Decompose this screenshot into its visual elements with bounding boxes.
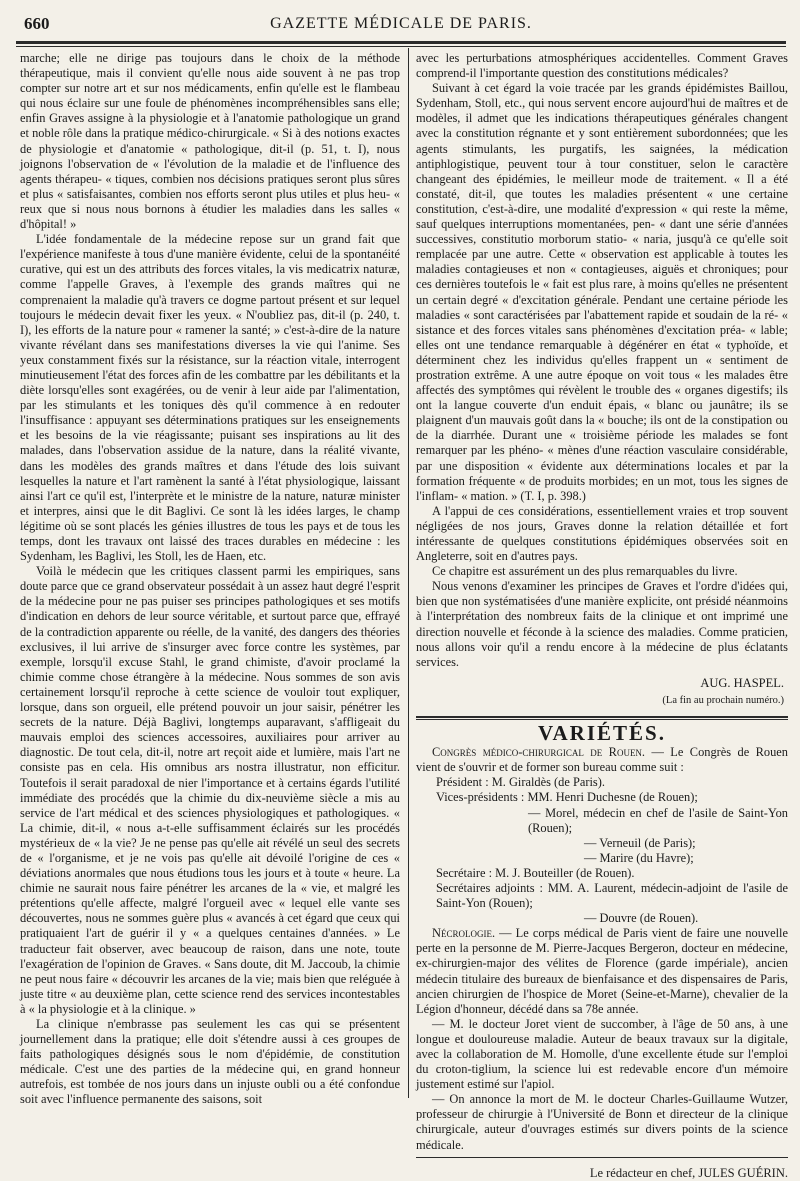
header-rule-thin [16,46,786,47]
right-paragraph: A l'appui de ces considérations, essentiellement vraies et trop souvent négligées de nos jours, Graves donne la relation détaillée et fort intéressante de quelques constitutions épidémiques observées soit en Angleterre, soit en d'autres pays. [416,503,788,564]
editor-line: Le rédacteur en chef, JULES GUÉRIN. [589,1165,788,1180]
congres-text: — Le Congrès de Rouen vient de s'ouvrir et de former son bureau comme suit : [416,745,788,775]
right-paragraph: Suivant à cet égard la voie tracée par les grands épidémistes Baillou, Sydenham, Stoll, etc., qui nous servent encore aujourd'hui de maîtres et de modèles, il admet que les indications thérapeutiques générales changent avec la constitution régnante et y sont entièrement subordonnées; que les agents stimulants, les purgatifs, les saignées, la médication antiphlogistique, peuvent tour à tour constituer, selon le caractère changeant des épidémies, le meilleur mode de traitement. « Il a été constaté, dit-il, que toutes les maladies présentent « une certaine constitution, c'est-à-dire, une modalité d'expression « qui reste la même, sauf quelques interruptions momentanées, pen- « dant une série d'années successives, constitutio morborum statio- « naria, jusqu'à ce qu'elle soit remplacée par une autre. Cette « observation est applicable à toutes les maladies contagieuses et non « contagieuses, aiguës et chroniques; pour ces dernières toutefois le « fait est plus rare, à moins qu'elles ne présentent un certain degré « d'excitation générale. Pendant une certaine période les maladies « sont caractérisées par l'abattement rapide et soudain de la ré- « sistance et des forces vitales sans phénomènes d'excitation préa- « lable; elles ont une tendance remarquable à dégénérer en état « typhoïde, et déterminent chez les individus qu'elles frappent un « sentiment de prostration extrême. A une autre époque on voit tous « les malades être affectés des symptômes qui révèlent le trouble des « organes digestifs; ils ont la langue couverte d'un enduit épais, « blanc ou jaunâtre; ils se plaignent d'un mauvais goût dans la « bouche; ils ont de la constipation ou de la diarrhée. Durant une « troisième période les malades se font remarquer par les phéno- « mènes d'une réaction vasculaire considérable, par une disposition « évidente aux déterminations locales et par la formation fréquente « de produits morbides; en un mot, tous les signes de l'inflam- « mation. » (T. I, p. 398.) [416,81,788,503]
right-paragraph: Nous venons d'examiner les principes de Graves et l'ordre d'idées qui, bien que non systématisées d'une manière explicite, ont présidé néanmoins à l'interprétation des nombreux faits de la clinique et ont imprimé une direction nouvelle et féconde à la science des maladies. Comme praticien, nous allons voir qu'il a rendu encore à la médecine de plus éclatants services. [416,579,788,669]
necrologie-text: — Le corps médical de Paris vient de faire une nouvelle perte en la personne de M. Pierre-Jacques Bergeron, docteur en médecine, ex-chirurgien-major des vélites de Florence (garde impériale), ancien médecin titulaire des bureaux de bienfaisance et des dispensaires de Paris, ancien chirurgien de l'hospice de Moret (Seine-et-Marne), chevalier de la Légion d'honneur, décédé dans sa 78e année. [416,926,789,1016]
section-rule-thin [416,719,788,720]
left-paragraph: L'idée fondamentale de la médecine repose sur un grand fait que l'expérience manifeste à tous d'une manière évidente, celui de la spontanéité curative, qui est un des attributs des forces vitales, la vis medicatrix naturæ, comme l'appelle Graves, à l'exemple des grands maîtres qui ne comprenaient la maladie qu'à travers ce dogme partout présent et sur lequel toujours le médecin devait fixer les yeux. « N'oubliez pas, dit-il (p. 240, t. I), les efforts de la nature pour « ramener la santé; » c'est-à-dire de la nature vivante révélant dans ses manifestations diverses la vie qui l'anime. Ses yeux constamment fixés sur la résistance, sur la réaction vitale, interrogent minutieusement l'état des forces afin de les combattre par les débilitants et la diète lorsqu'elles sont exagérées, ou de venir à leur aide par l'alimentation, par les stimulants et les toniques dès qu'il commence à en redouter l'insuffisance : appuyant ses déterminations pratiques sur les enseignements et les besoins de la vie réagissante; puisant ses inspirations au lit des malades, dans l'observation assidue de la nature, dans la réalité vivante, dans les modèles des grands maîtres et dans l'étude des lois suivant lesquelles la nature et l'art ramènent la santé à l'état physiologique, laissant ainsi l'art ce qu'il est, l'interprète et le ministre de la nature, naturæ minister et interpres, ainsi que le dit Baglivi. Ce sont là les idées larges, le champ légitime où se sont placés les génies illustres de tous les pays et de tous les temps, dont les travaux ont laissé des traces durables en médecine : les Sydenham, les Baglivi, les Stoll, les de Haen, etc. [20,232,401,564]
bureau-line: Secrétaires adjoints : MM. A. Laurent, médecin-adjoint de l'asile de Saint-Yon (Rouen); [436,880,788,911]
varietes-heading: VARIÉTÉS. [538,721,666,746]
page-header [16,14,786,40]
bureau-line: — Marire (du Havre); [584,850,694,865]
bureau-line: Président : M. Giraldès (de Paris). [436,775,605,790]
left-paragraph: marche; elle ne dirige pas toujours dans le choix de la méthode thérapeutique, mais il convient qu'elle nous aide souvent à ne pas trop compter sur notre art et sur nos médicaments, enfin qu'elle est le flambeau qui nous éclaire sur une foule de phénomènes incompréhensibles sans elle; enfin Graves assigne à la physiologie et à l'anatomie pathologique un grand et noble rôle dans la pratique médico-chirurgicale. « Si à des notions exactes de physiologie et d'anatomie « pathologique, dit-il (p. 51, t. I), nous joignons l'observation de « l'évolution de la maladie et de l'influence des agents thérapeu- « tiques, combien nos décisions pratiques seront plus sûres et plus « satisfaisantes, combien nos efforts seront plus utiles et plus heu- « reux que si nous nous bornons à étudier les maladies dans les salles « d'hôpital! » [20,51,400,232]
article-signature: AUG. HASPEL. [700,675,784,690]
left-paragraph: Voilà le médecin que les critiques classent parmi les empiriques, sans doute parce que ce grand observateur possédait à un assez haut degré l'esprit de la médecine pour ne pas puiser ses principes pathologiques et ses motifs d'indication en dehors de leur source véritable, et surtout parce que, effrayé de la contradiction apparente ou réelle, de la vanité, des dangers des théories exclusives, il lui arrive de s'insurger avec force contre les systèmes, par exemple, lorsqu'il excuse Stahl, le grand chimiste, d'avoir proclamé la chimie comme chose étrangère à la médecine. Nous sommes de son avis certainement lorsqu'il reproche à cette science de vouloir tout expliquer, lorsque, dans son orgueil, elle prétend pouvoir un jour saisir, pénétrer les secrets de la nature. Déjà Baglivi, longtemps auparavant, s'affligeait du mauvais emploi des sciences accessoires, auxiliaires pour arriver au diagnostic. De tout cela, dit-il, notre art reçoit aide et lumière, mais l'art ne consiste pas en cela. His omnibus ars nostra illustratur, non efficitur. Toutefois il serait paradoxal de nier l'importance et à certains égards l'utilité immédiate des procédés que la chimie du dix-neuvième siècle a mis au service de l'art médical et des sciences physiologiques et pathologiques. « La chimie, dit-il, « nous a-t-elle suffisamment éclairés sur les procédés mystérieux de « la vie? Je ne pense pas qu'elle ait révélé un seul des secrets de « l'organisme, et je ne vois pas qu'elle ait dévoilé l'origine de ces « déviations anormales que nous étudions tous les jours et à toute « heure. La chimie ne saurait nous faire pénétrer les arcanes de la « vie, et malgré les prétentions qu'elle affecte, malgré l'orgueil avec « lequel elle vante ses découvertes, nous ne sommes guère plus « avancés à cet égard que ceux qui pratiquaient l'art de guérir il y « a quelques centaines d'années. » Le traducteur fait observer, avec beaucoup de raison, dans une note, toute l'exagération de l'opinion de Graves. « Sans doute, dit M. Jaccoub, la chimie ne peut nous faire « découvrir les arcanes de la vie; mais bien que reléguée à juste titre « au deuxième plan, cette science rend des services incontestables à « la physiologie et à la clinique. » [20,564,400,1016]
running-title: GAZETTE MÉDICALE DE PARIS. [270,15,532,32]
column-divider [408,48,409,1098]
continuation-note: (La fin au prochain numéro.) [662,694,784,706]
bureau-line: — Morel, médecin en chef de l'asile de Saint-Yon (Rouen); [528,805,788,835]
bureau-line: Secrétaire : M. J. Bouteiller (de Rouen). [436,865,635,880]
header-rule-thick [16,41,786,44]
left-paragraph: La clinique n'embrasse pas seulement les cas qui se présentent journellement dans la pratique; elle doit s'étendre aussi à ces groupes de faits pathologiques désignés sous le nom d'épidémie, de constitution médicale. C'est une des parties de la médecine qui, en grand honneur autrefois, est tombée de nos jours dans un injuste oubli ou a été confondue soit avec l'influence permanente des saisons, soit [20,1017,400,1107]
page-number: 660 [24,14,50,33]
necrologie-paragraph: — On annonce la mort de M. le docteur Charles-Guillaume Wutzer, professeur de chirurgie à l'Université de Bonn et directeur de la clinique chirurgicale, auteur d'ouvrages estimés sur divers points de la science médicale. [416,1092,788,1152]
congres-paragraph [416,745,788,775]
necrologie-paragraph [416,926,788,1017]
bureau-line: — Verneuil (de Paris); [584,835,696,850]
right-column [416,51,789,1180]
left-column [20,51,401,1107]
bureau-line: Vices-présidents : MM. Henri Duchesne (de Rouen); [436,790,698,805]
right-paragraph: avec les perturbations atmosphériques accidentelles. Comment Graves comprend-il l'importante question des constitutions médicales? [416,51,788,81]
footer-rule [416,1157,788,1158]
right-paragraph: Ce chapitre est assurément un des plus remarquables du livre. [432,564,738,579]
section-rule-thick [416,716,788,718]
congres-label: Congrès médico-chirurgical de Rouen. [432,745,646,760]
necrologie-paragraph: — M. le docteur Joret vient de succomber, à l'âge de 50 ans, à une longue et douloureuse maladie. Auteur de beaux travaux sur la digitale, avec la collaboration de M. Homolle, d'une excellente étude sur l'emploi du croton-tiglium, la science lui est redevable encore d'un mémoire justement estimé sur l'apiol. [416,1016,788,1092]
bureau-line: — Douvre (de Rouen). [584,911,699,926]
necrologie-label: Nécrologie. [432,926,496,941]
